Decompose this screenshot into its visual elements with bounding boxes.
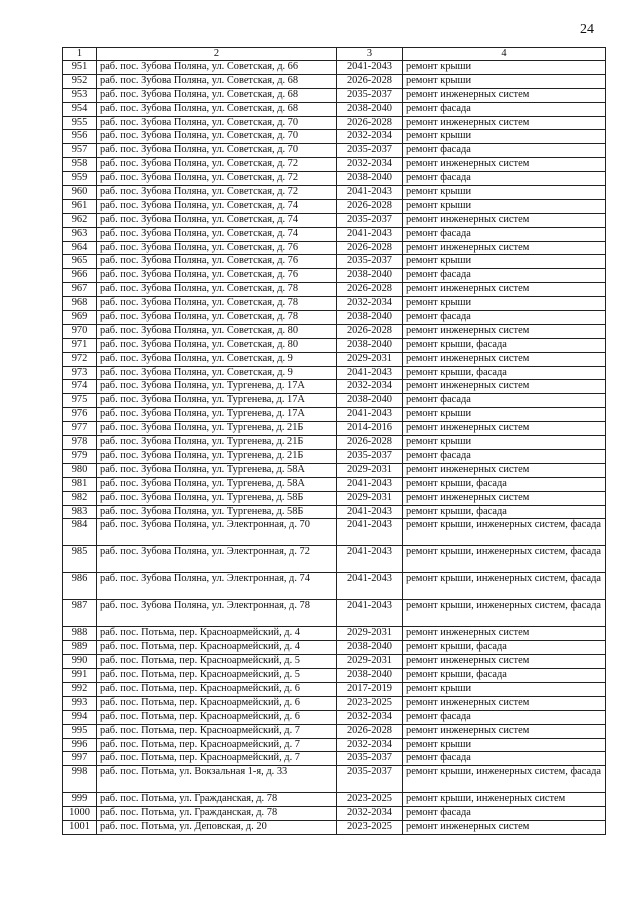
period-cell: 2029-2031 bbox=[337, 491, 403, 505]
table-row bbox=[63, 158, 606, 172]
address-cell: раб. пос. Зубова Поляна, ул. Советская, д. 72 bbox=[97, 158, 337, 172]
period-cell: 2029-2031 bbox=[337, 352, 403, 366]
period-cell: 2032-2034 bbox=[337, 297, 403, 311]
period-cell: 2035-2037 bbox=[337, 255, 403, 269]
address-cell: раб. пос. Зубова Поляна, ул. Тургенева, д. 17А bbox=[97, 380, 337, 394]
address-cell: раб. пос. Потьма, ул. Вокзальная 1-я, д. 33 bbox=[97, 766, 337, 793]
address-cell: раб. пос. Зубова Поляна, ул. Советская, д. 78 bbox=[97, 283, 337, 297]
row-number-cell: 998 bbox=[63, 766, 97, 793]
table-row bbox=[63, 130, 606, 144]
work-type-cell: ремонт инженерных систем bbox=[403, 627, 606, 641]
table-row bbox=[63, 491, 606, 505]
table-row bbox=[63, 283, 606, 297]
period-cell: 2026-2028 bbox=[337, 283, 403, 297]
table-row bbox=[63, 696, 606, 710]
row-number-cell: 991 bbox=[63, 669, 97, 683]
work-type-cell: ремонт крыши bbox=[403, 408, 606, 422]
period-cell: 2032-2034 bbox=[337, 807, 403, 821]
address-cell: раб. пос. Потьма, ул. Деповская, д. 20 bbox=[97, 821, 337, 835]
table-row bbox=[63, 766, 606, 793]
work-type-cell: ремонт инженерных систем bbox=[403, 821, 606, 835]
row-number-cell: 992 bbox=[63, 682, 97, 696]
address-cell: раб. пос. Потьма, пер. Красноармейский, д. 7 bbox=[97, 724, 337, 738]
table-row bbox=[63, 74, 606, 88]
work-type-cell: ремонт крыши, фасада bbox=[403, 641, 606, 655]
row-number-cell: 996 bbox=[63, 738, 97, 752]
period-cell: 2035-2037 bbox=[337, 752, 403, 766]
work-type-cell: ремонт инженерных систем bbox=[403, 696, 606, 710]
work-type-cell: ремонт инженерных систем bbox=[403, 241, 606, 255]
row-number-cell: 965 bbox=[63, 255, 97, 269]
address-cell: раб. пос. Зубова Поляна, ул. Советская, д. 76 bbox=[97, 241, 337, 255]
work-type-cell: ремонт инженерных систем bbox=[403, 655, 606, 669]
registry-table bbox=[62, 47, 606, 835]
work-type-cell: ремонт фасада bbox=[403, 269, 606, 283]
work-type-cell: ремонт крыши, фасада bbox=[403, 338, 606, 352]
work-type-cell: ремонт крыши, фасада bbox=[403, 669, 606, 683]
address-cell: раб. пос. Зубова Поляна, ул. Тургенева, д. 58Б bbox=[97, 505, 337, 519]
address-cell: раб. пос. Зубова Поляна, ул. Советская, д. 70 bbox=[97, 130, 337, 144]
address-cell: раб. пос. Потьма, пер. Красноармейский, д. 5 bbox=[97, 669, 337, 683]
table-row bbox=[63, 227, 606, 241]
table-row bbox=[63, 752, 606, 766]
row-number-cell: 995 bbox=[63, 724, 97, 738]
row-number-cell: 956 bbox=[63, 130, 97, 144]
work-type-cell: ремонт крыши, инженерных систем, фасада bbox=[403, 546, 606, 573]
period-cell: 2023-2025 bbox=[337, 793, 403, 807]
table-row bbox=[63, 449, 606, 463]
table-row bbox=[63, 408, 606, 422]
row-number-cell: 987 bbox=[63, 600, 97, 627]
row-number-cell: 967 bbox=[63, 283, 97, 297]
table-row bbox=[63, 738, 606, 752]
table-row bbox=[63, 338, 606, 352]
period-cell: 2026-2028 bbox=[337, 724, 403, 738]
row-number-cell: 982 bbox=[63, 491, 97, 505]
address-cell: раб. пос. Зубова Поляна, ул. Советская, д. 72 bbox=[97, 186, 337, 200]
row-number-cell: 993 bbox=[63, 696, 97, 710]
table-row bbox=[63, 269, 606, 283]
row-number-cell: 979 bbox=[63, 449, 97, 463]
table-row bbox=[63, 600, 606, 627]
address-cell: раб. пос. Зубова Поляна, ул. Тургенева, д. 58А bbox=[97, 477, 337, 491]
column-header: 1 bbox=[63, 48, 97, 61]
period-cell: 2035-2037 bbox=[337, 88, 403, 102]
address-cell: раб. пос. Потьма, пер. Красноармейский, д. 6 bbox=[97, 710, 337, 724]
table-row bbox=[63, 710, 606, 724]
period-cell: 2026-2028 bbox=[337, 116, 403, 130]
row-number-cell: 986 bbox=[63, 573, 97, 600]
address-cell: раб. пос. Зубова Поляна, ул. Тургенева, д. 58А bbox=[97, 463, 337, 477]
table-row bbox=[63, 144, 606, 158]
period-cell: 2038-2040 bbox=[337, 669, 403, 683]
address-cell: раб. пос. Зубова Поляна, ул. Электронная, д. 70 bbox=[97, 519, 337, 546]
period-cell: 2041-2043 bbox=[337, 227, 403, 241]
table-row bbox=[63, 199, 606, 213]
address-cell: раб. пос. Зубова Поляна, ул. Советская, д. 76 bbox=[97, 269, 337, 283]
table-row bbox=[63, 682, 606, 696]
table-row bbox=[63, 311, 606, 325]
table-row bbox=[63, 519, 606, 546]
address-cell: раб. пос. Зубова Поляна, ул. Советская, д. 66 bbox=[97, 61, 337, 75]
work-type-cell: ремонт крыши bbox=[403, 61, 606, 75]
table-row bbox=[63, 352, 606, 366]
table-row bbox=[63, 724, 606, 738]
period-cell: 2041-2043 bbox=[337, 505, 403, 519]
address-cell: раб. пос. Потьма, пер. Красноармейский, д. 4 bbox=[97, 641, 337, 655]
address-cell: раб. пос. Потьма, ул. Гражданская, д. 78 bbox=[97, 807, 337, 821]
address-cell: раб. пос. Зубова Поляна, ул. Электронная, д. 74 bbox=[97, 573, 337, 600]
period-cell: 2038-2040 bbox=[337, 102, 403, 116]
table-row bbox=[63, 380, 606, 394]
row-number-cell: 959 bbox=[63, 172, 97, 186]
row-number-cell: 971 bbox=[63, 338, 97, 352]
row-number-cell: 990 bbox=[63, 655, 97, 669]
address-cell: раб. пос. Потьма, ул. Гражданская, д. 78 bbox=[97, 793, 337, 807]
row-number-cell: 976 bbox=[63, 408, 97, 422]
address-cell: раб. пос. Зубова Поляна, ул. Тургенева, д. 58Б bbox=[97, 491, 337, 505]
period-cell: 2038-2040 bbox=[337, 641, 403, 655]
row-number-cell: 975 bbox=[63, 394, 97, 408]
period-cell: 2038-2040 bbox=[337, 172, 403, 186]
column-header: 3 bbox=[337, 48, 403, 61]
address-cell: раб. пос. Зубова Поляна, ул. Советская, д. 68 bbox=[97, 102, 337, 116]
row-number-cell: 988 bbox=[63, 627, 97, 641]
period-cell: 2032-2034 bbox=[337, 738, 403, 752]
work-type-cell: ремонт фасада bbox=[403, 449, 606, 463]
period-cell: 2026-2028 bbox=[337, 74, 403, 88]
work-type-cell: ремонт крыши bbox=[403, 199, 606, 213]
period-cell: 2041-2043 bbox=[337, 366, 403, 380]
table-row bbox=[63, 655, 606, 669]
address-cell: раб. пос. Зубова Поляна, ул. Советская, д. 68 bbox=[97, 74, 337, 88]
table-row bbox=[63, 366, 606, 380]
table-row bbox=[63, 627, 606, 641]
work-type-cell: ремонт крыши bbox=[403, 297, 606, 311]
work-type-cell: ремонт фасада bbox=[403, 144, 606, 158]
row-number-cell: 961 bbox=[63, 199, 97, 213]
period-cell: 2026-2028 bbox=[337, 324, 403, 338]
period-cell: 2041-2043 bbox=[337, 61, 403, 75]
work-type-cell: ремонт крыши bbox=[403, 738, 606, 752]
period-cell: 2035-2037 bbox=[337, 766, 403, 793]
table-row bbox=[63, 477, 606, 491]
work-type-cell: ремонт фасада bbox=[403, 394, 606, 408]
table-row bbox=[63, 505, 606, 519]
address-cell: раб. пос. Потьма, пер. Красноармейский, д. 7 bbox=[97, 752, 337, 766]
period-cell: 2035-2037 bbox=[337, 144, 403, 158]
table-row bbox=[63, 669, 606, 683]
row-number-cell: 951 bbox=[63, 61, 97, 75]
work-type-cell: ремонт фасада bbox=[403, 227, 606, 241]
address-cell: раб. пос. Зубова Поляна, ул. Электронная, д. 72 bbox=[97, 546, 337, 573]
table-header-row bbox=[63, 48, 606, 61]
period-cell: 2038-2040 bbox=[337, 311, 403, 325]
address-cell: раб. пос. Зубова Поляна, ул. Советская, д. 80 bbox=[97, 338, 337, 352]
work-type-cell: ремонт инженерных систем bbox=[403, 213, 606, 227]
work-type-cell: ремонт инженерных систем bbox=[403, 380, 606, 394]
row-number-cell: 954 bbox=[63, 102, 97, 116]
address-cell: раб. пос. Потьма, пер. Красноармейский, д. 4 bbox=[97, 627, 337, 641]
work-type-cell: ремонт инженерных систем bbox=[403, 724, 606, 738]
period-cell: 2014-2016 bbox=[337, 422, 403, 436]
address-cell: раб. пос. Зубова Поляна, ул. Советская, д. 74 bbox=[97, 213, 337, 227]
row-number-cell: 983 bbox=[63, 505, 97, 519]
row-number-cell: 969 bbox=[63, 311, 97, 325]
address-cell: раб. пос. Зубова Поляна, ул. Электронная, д. 78 bbox=[97, 600, 337, 627]
row-number-cell: 957 bbox=[63, 144, 97, 158]
work-type-cell: ремонт фасада bbox=[403, 102, 606, 116]
table-row bbox=[63, 213, 606, 227]
period-cell: 2038-2040 bbox=[337, 394, 403, 408]
table-body bbox=[63, 48, 606, 835]
row-number-cell: 999 bbox=[63, 793, 97, 807]
row-number-cell: 962 bbox=[63, 213, 97, 227]
address-cell: раб. пос. Потьма, пер. Красноармейский, д. 7 bbox=[97, 738, 337, 752]
work-type-cell: ремонт инженерных систем bbox=[403, 463, 606, 477]
address-cell: раб. пос. Зубова Поляна, ул. Тургенева, д. 17А bbox=[97, 394, 337, 408]
period-cell: 2035-2037 bbox=[337, 449, 403, 463]
period-cell: 2032-2034 bbox=[337, 380, 403, 394]
work-type-cell: ремонт фасада bbox=[403, 807, 606, 821]
table-row bbox=[63, 422, 606, 436]
work-type-cell: ремонт инженерных систем bbox=[403, 491, 606, 505]
table-row bbox=[63, 116, 606, 130]
table-row bbox=[63, 463, 606, 477]
table-row bbox=[63, 172, 606, 186]
work-type-cell: ремонт инженерных систем bbox=[403, 116, 606, 130]
period-cell: 2041-2043 bbox=[337, 408, 403, 422]
row-number-cell: 966 bbox=[63, 269, 97, 283]
address-cell: раб. пос. Зубова Поляна, ул. Тургенева, д. 21Б bbox=[97, 449, 337, 463]
work-type-cell: ремонт фасада bbox=[403, 311, 606, 325]
period-cell: 2032-2034 bbox=[337, 158, 403, 172]
address-cell: раб. пос. Зубова Поляна, ул. Тургенева, д. 21Б bbox=[97, 422, 337, 436]
table-row bbox=[63, 102, 606, 116]
table-row bbox=[63, 436, 606, 450]
period-cell: 2032-2034 bbox=[337, 710, 403, 724]
address-cell: раб. пос. Зубова Поляна, ул. Советская, д. 78 bbox=[97, 297, 337, 311]
row-number-cell: 974 bbox=[63, 380, 97, 394]
period-cell: 2038-2040 bbox=[337, 338, 403, 352]
address-cell: раб. пос. Зубова Поляна, ул. Советская, д. 78 bbox=[97, 311, 337, 325]
row-number-cell: 984 bbox=[63, 519, 97, 546]
period-cell: 2035-2037 bbox=[337, 213, 403, 227]
row-number-cell: 964 bbox=[63, 241, 97, 255]
address-cell: раб. пос. Зубова Поляна, ул. Советская, д. 70 bbox=[97, 116, 337, 130]
work-type-cell: ремонт инженерных систем bbox=[403, 422, 606, 436]
table-row bbox=[63, 573, 606, 600]
period-cell: 2041-2043 bbox=[337, 546, 403, 573]
address-cell: раб. пос. Зубова Поляна, ул. Советская, д. 70 bbox=[97, 144, 337, 158]
address-cell: раб. пос. Потьма, пер. Красноармейский, д. 6 bbox=[97, 696, 337, 710]
row-number-cell: 994 bbox=[63, 710, 97, 724]
work-type-cell: ремонт инженерных систем bbox=[403, 352, 606, 366]
row-number-cell: 955 bbox=[63, 116, 97, 130]
column-header: 4 bbox=[403, 48, 606, 61]
row-number-cell: 963 bbox=[63, 227, 97, 241]
table-row bbox=[63, 821, 606, 835]
row-number-cell: 978 bbox=[63, 436, 97, 450]
work-type-cell: ремонт крыши bbox=[403, 436, 606, 450]
column-header: 2 bbox=[97, 48, 337, 61]
work-type-cell: ремонт инженерных систем bbox=[403, 88, 606, 102]
table-row bbox=[63, 807, 606, 821]
row-number-cell: 985 bbox=[63, 546, 97, 573]
table-row bbox=[63, 394, 606, 408]
address-cell: раб. пос. Зубова Поляна, ул. Советская, д. 68 bbox=[97, 88, 337, 102]
work-type-cell: ремонт крыши bbox=[403, 74, 606, 88]
period-cell: 2026-2028 bbox=[337, 199, 403, 213]
row-number-cell: 973 bbox=[63, 366, 97, 380]
work-type-cell: ремонт крыши, инженерных систем, фасада bbox=[403, 766, 606, 793]
work-type-cell: ремонт фасада bbox=[403, 710, 606, 724]
address-cell: раб. пос. Потьма, пер. Красноармейский, д. 5 bbox=[97, 655, 337, 669]
row-number-cell: 981 bbox=[63, 477, 97, 491]
period-cell: 2017-2019 bbox=[337, 682, 403, 696]
work-type-cell: ремонт крыши, инженерных систем, фасада bbox=[403, 600, 606, 627]
row-number-cell: 953 bbox=[63, 88, 97, 102]
address-cell: раб. пос. Зубова Поляна, ул. Советская, д. 74 bbox=[97, 227, 337, 241]
period-cell: 2026-2028 bbox=[337, 241, 403, 255]
work-type-cell: ремонт крыши bbox=[403, 186, 606, 200]
period-cell: 2029-2031 bbox=[337, 655, 403, 669]
table-row bbox=[63, 793, 606, 807]
table-row bbox=[63, 241, 606, 255]
period-cell: 2041-2043 bbox=[337, 186, 403, 200]
row-number-cell: 989 bbox=[63, 641, 97, 655]
address-cell: раб. пос. Зубова Поляна, ул. Советская, д. 74 bbox=[97, 199, 337, 213]
table-row bbox=[63, 186, 606, 200]
work-type-cell: ремонт инженерных систем bbox=[403, 158, 606, 172]
period-cell: 2041-2043 bbox=[337, 573, 403, 600]
row-number-cell: 980 bbox=[63, 463, 97, 477]
address-cell: раб. пос. Зубова Поляна, ул. Советская, д. 9 bbox=[97, 352, 337, 366]
work-type-cell: ремонт крыши, инженерных систем bbox=[403, 793, 606, 807]
work-type-cell: ремонт крыши bbox=[403, 682, 606, 696]
work-type-cell: ремонт инженерных систем bbox=[403, 283, 606, 297]
work-type-cell: ремонт крыши, фасада bbox=[403, 366, 606, 380]
period-cell: 2026-2028 bbox=[337, 436, 403, 450]
work-type-cell: ремонт крыши, инженерных систем, фасада bbox=[403, 519, 606, 546]
address-cell: раб. пос. Зубова Поляна, ул. Советская, д. 76 bbox=[97, 255, 337, 269]
table-row bbox=[63, 88, 606, 102]
work-type-cell: ремонт фасада bbox=[403, 752, 606, 766]
row-number-cell: 958 bbox=[63, 158, 97, 172]
table-row bbox=[63, 641, 606, 655]
row-number-cell: 977 bbox=[63, 422, 97, 436]
address-cell: раб. пос. Зубова Поляна, ул. Тургенева, д. 21Б bbox=[97, 436, 337, 450]
work-type-cell: ремонт инженерных систем bbox=[403, 324, 606, 338]
row-number-cell: 960 bbox=[63, 186, 97, 200]
address-cell: раб. пос. Потьма, пер. Красноармейский, д. 6 bbox=[97, 682, 337, 696]
row-number-cell: 952 bbox=[63, 74, 97, 88]
row-number-cell: 968 bbox=[63, 297, 97, 311]
table-row bbox=[63, 61, 606, 75]
period-cell: 2041-2043 bbox=[337, 519, 403, 546]
period-cell: 2041-2043 bbox=[337, 477, 403, 491]
page-number: 24 bbox=[580, 22, 594, 37]
row-number-cell: 972 bbox=[63, 352, 97, 366]
row-number-cell: 970 bbox=[63, 324, 97, 338]
work-type-cell: ремонт крыши, инженерных систем, фасада bbox=[403, 573, 606, 600]
address-cell: раб. пос. Зубова Поляна, ул. Советская, д. 9 bbox=[97, 366, 337, 380]
table-row bbox=[63, 297, 606, 311]
table-row bbox=[63, 255, 606, 269]
period-cell: 2038-2040 bbox=[337, 269, 403, 283]
address-cell: раб. пос. Зубова Поляна, ул. Советская, д. 72 bbox=[97, 172, 337, 186]
period-cell: 2041-2043 bbox=[337, 600, 403, 627]
work-type-cell: ремонт крыши bbox=[403, 255, 606, 269]
address-cell: раб. пос. Зубова Поляна, ул. Тургенева, д. 17А bbox=[97, 408, 337, 422]
period-cell: 2029-2031 bbox=[337, 627, 403, 641]
period-cell: 2023-2025 bbox=[337, 696, 403, 710]
work-type-cell: ремонт фасада bbox=[403, 172, 606, 186]
row-number-cell: 1001 bbox=[63, 821, 97, 835]
row-number-cell: 1000 bbox=[63, 807, 97, 821]
address-cell: раб. пос. Зубова Поляна, ул. Советская, д. 80 bbox=[97, 324, 337, 338]
period-cell: 2023-2025 bbox=[337, 821, 403, 835]
period-cell: 2029-2031 bbox=[337, 463, 403, 477]
table-row bbox=[63, 324, 606, 338]
work-type-cell: ремонт крыши bbox=[403, 130, 606, 144]
work-type-cell: ремонт крыши, фасада bbox=[403, 505, 606, 519]
work-type-cell: ремонт крыши, фасада bbox=[403, 477, 606, 491]
period-cell: 2032-2034 bbox=[337, 130, 403, 144]
row-number-cell: 997 bbox=[63, 752, 97, 766]
table-row bbox=[63, 546, 606, 573]
